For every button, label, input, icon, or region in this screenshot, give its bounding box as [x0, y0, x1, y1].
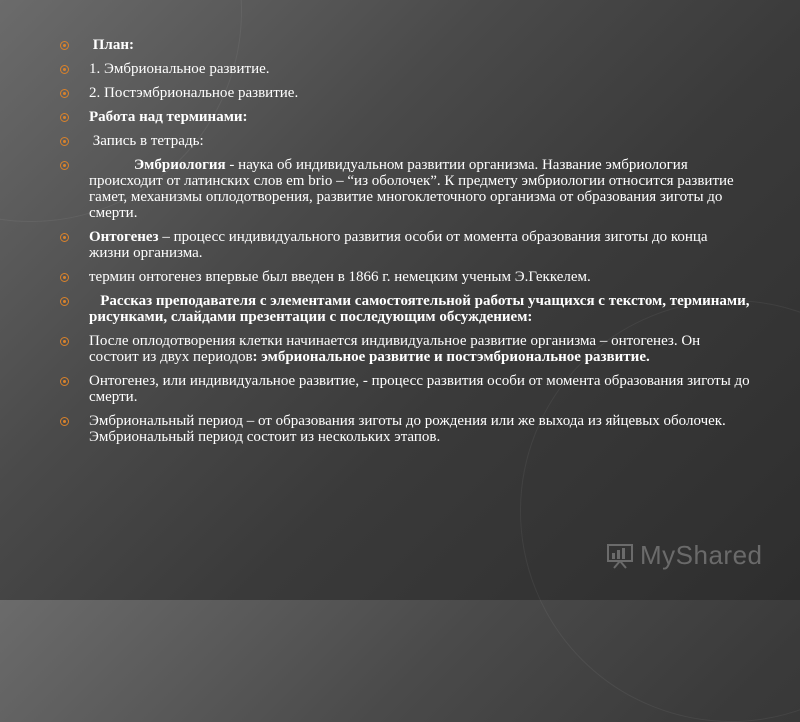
- bullet-text: Эмбриональный период – от образования зиготы до рождения или же выхода из яйцевых оболочек. Эмбриональный период состоит из нескольких этапов.: [89, 413, 730, 445]
- bullet-item: [60, 133, 750, 149]
- bullet-text: После оплодотворения клетки начинается индивидуальное развитие организма – онтогенез. Он состоит из двух периодов: [89, 333, 704, 365]
- presentation-board-icon: [606, 543, 634, 569]
- bullet-item: [60, 61, 750, 77]
- bullet-text: 1. Эмбриональное развитие.: [89, 61, 270, 77]
- bullet-text: – процесс индивидуального развития особи от момента образования зиготы до конца жизни организма.: [89, 229, 712, 261]
- bullet-item: [60, 157, 750, 221]
- bullet-text: - наука об индивидуальном развитии организма. Название эмбриология происходит от латинских слов em brio – “из оболочек”. К предмету эмбриологии относится развитие гамет, механизмы оплодотворения, развитие многоклеточного организма от образования зиготы до смерти.: [89, 157, 738, 221]
- bullet-icon: [60, 65, 69, 74]
- watermark: [606, 540, 763, 571]
- bullet-item: [60, 85, 750, 101]
- bullet-icon: [60, 137, 69, 146]
- bullet-icon: [60, 89, 69, 98]
- bullet-icon: [60, 297, 69, 306]
- bullet-text: Рассказ преподавателя с элементами самостоятельной работы учащихся с текстом, терминами, рисунками, слайдами презентации с последующим обсуждением:: [89, 293, 754, 325]
- bullet-icon: [60, 41, 69, 50]
- bullet-text: термин онтогенез впервые был введен в 1866 г. немецким ученым Э.Геккелем.: [89, 269, 591, 285]
- bullet-text: Запись в тетрадь:: [89, 133, 204, 149]
- bullet-icon: [60, 273, 69, 282]
- bullet-text: Онтогенез, или индивидуальное развитие, - процесс развития особи от момента образования зиготы до смерти.: [89, 373, 754, 405]
- bullet-icon: [60, 233, 69, 242]
- bullet-icon: [60, 377, 69, 386]
- bullet-list: [60, 37, 754, 453]
- bullet-text: Эмбриология: [89, 157, 226, 173]
- bullet-text: План:: [89, 37, 134, 53]
- bullet-icon: [60, 161, 69, 170]
- bullet-text: Работа над терминами:: [89, 109, 248, 125]
- bullet-icon: [60, 417, 69, 426]
- bullet-item: [60, 333, 750, 365]
- bullet-icon: [60, 337, 69, 346]
- bullet-item: [60, 37, 750, 53]
- bullet-icon: [60, 113, 69, 122]
- bullet-item: [60, 229, 750, 261]
- bullet-item: [60, 109, 750, 125]
- bullet-item: [60, 413, 750, 445]
- watermark-text: MyShared: [640, 540, 763, 570]
- bullet-item: [60, 269, 750, 285]
- bullet-item: [60, 293, 754, 325]
- bullet-text: 2. Постэмбриональное развитие.: [89, 85, 299, 101]
- bullet-text: : эмбриональное развитие и постэмбриональное развитие.: [252, 349, 650, 365]
- bullet-text: Онтогенез: [89, 229, 159, 245]
- bullet-item: [60, 373, 754, 405]
